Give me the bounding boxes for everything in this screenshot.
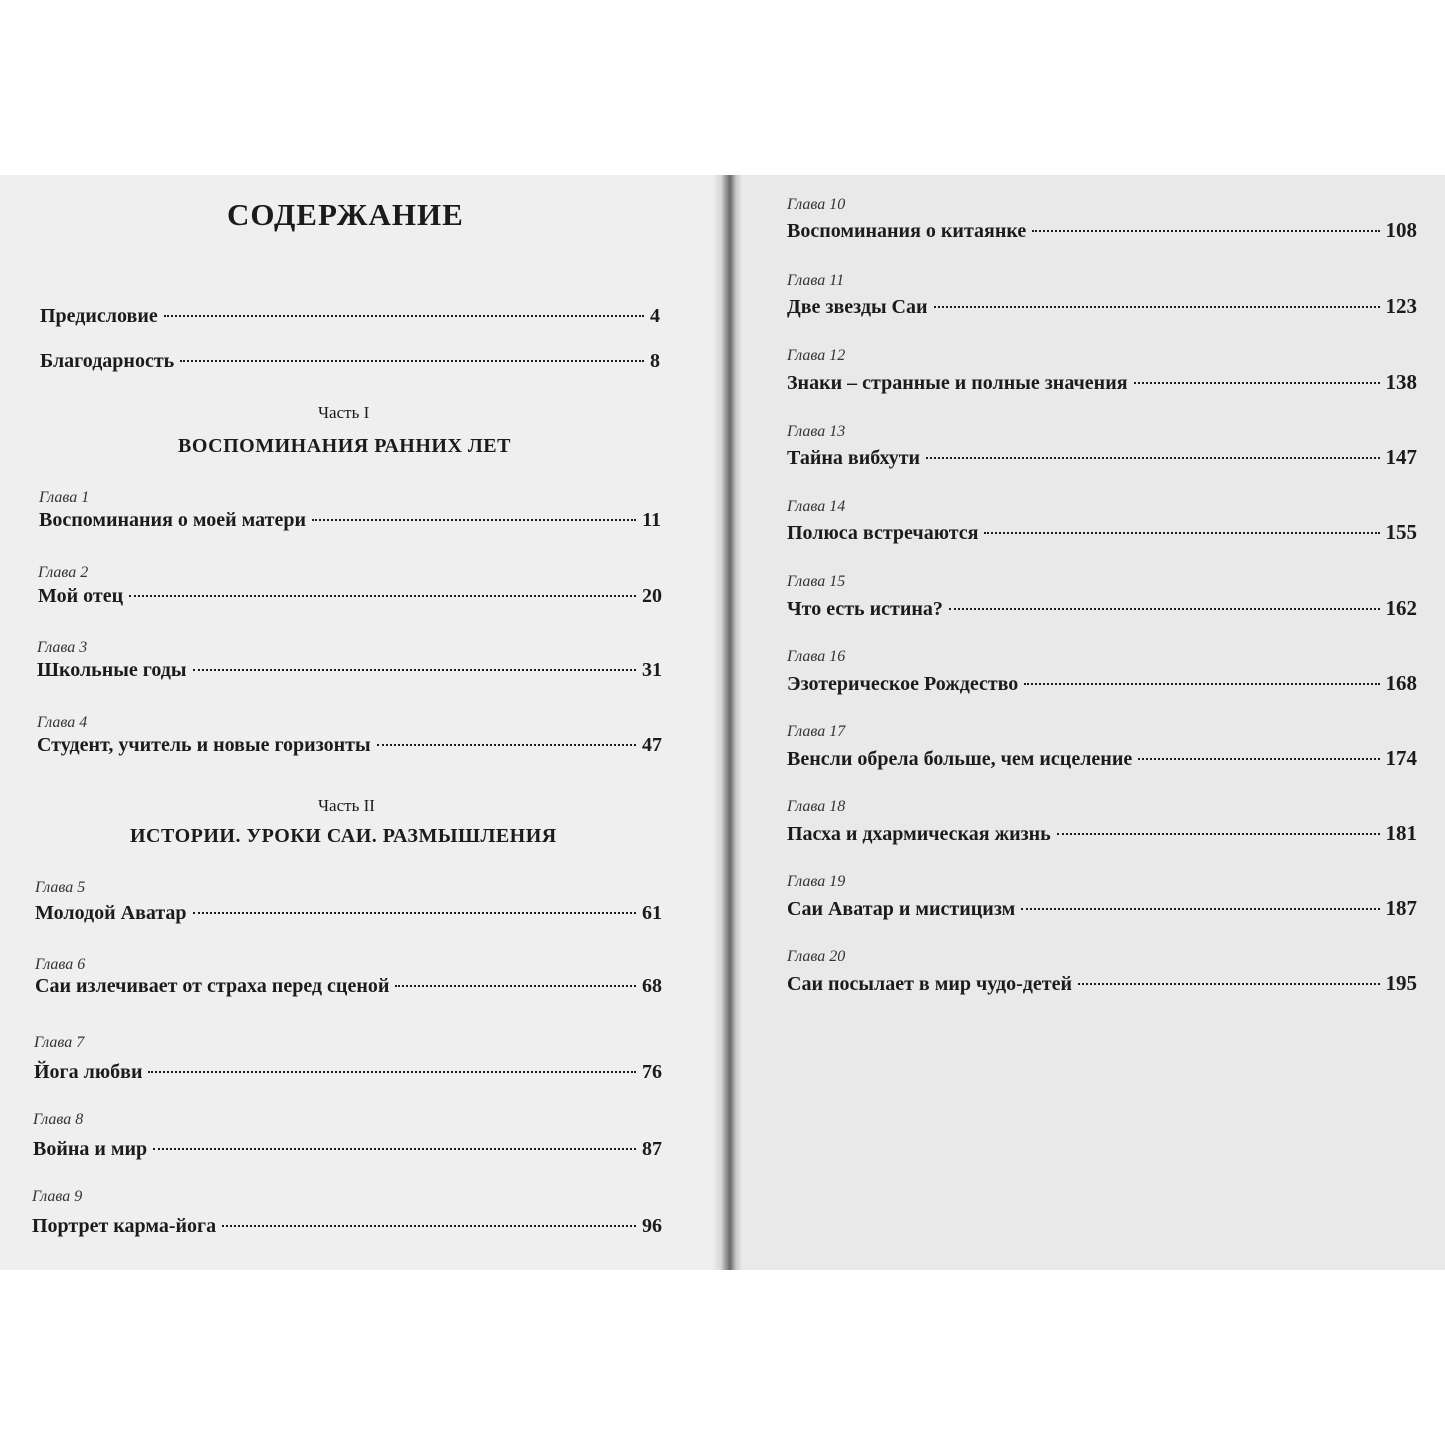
entry-title: Воспоминания о моей матери bbox=[39, 509, 306, 531]
chapter-label: Глава 6 bbox=[35, 956, 86, 973]
dot-leader bbox=[377, 744, 636, 746]
left-page bbox=[0, 175, 722, 1270]
entry-title: Венсли обрела больше, чем исцеление bbox=[787, 748, 1133, 770]
entry-page: 138 bbox=[1385, 370, 1417, 394]
dot-leader bbox=[949, 608, 1380, 610]
entry-page: 108 bbox=[1385, 218, 1417, 242]
toc-entry bbox=[37, 659, 662, 682]
dot-leader bbox=[193, 669, 636, 671]
entry-title: Эзотерическое Рождество bbox=[787, 673, 1019, 695]
chapter-label: Глава 13 bbox=[787, 423, 846, 440]
toc-entry bbox=[37, 734, 662, 757]
book-gutter bbox=[712, 175, 742, 1270]
part-label: Часть II bbox=[318, 796, 375, 815]
entry-page: 87 bbox=[642, 1138, 662, 1160]
entry-page: 20 bbox=[642, 585, 662, 607]
chapter-label: Глава 1 bbox=[39, 489, 90, 506]
entry-page: 187 bbox=[1385, 896, 1417, 920]
dot-leader bbox=[984, 532, 1379, 534]
entry-page: 47 bbox=[642, 734, 662, 756]
part-title: ИСТОРИИ. УРОКИ САИ. РАЗМЫШЛЕНИЯ bbox=[130, 825, 557, 847]
entry-title: Знаки – странные и полные значения bbox=[787, 372, 1128, 394]
toc-entry bbox=[787, 821, 1417, 846]
toc-entry bbox=[787, 370, 1417, 395]
entry-page: 195 bbox=[1385, 971, 1417, 995]
toc-entry bbox=[38, 585, 662, 608]
entry-title: Тайна вибхути bbox=[787, 447, 921, 469]
page-title: СОДЕРЖАНИЕ bbox=[227, 197, 464, 232]
entry-page: 31 bbox=[642, 659, 662, 681]
dot-leader bbox=[312, 519, 636, 521]
dot-leader bbox=[1134, 382, 1380, 384]
entry-page: 162 bbox=[1385, 596, 1417, 620]
dot-leader bbox=[1138, 758, 1379, 760]
chapter-label: Глава 14 bbox=[787, 498, 846, 515]
chapter-label: Глава 3 bbox=[37, 639, 88, 656]
dot-leader bbox=[193, 912, 636, 914]
dot-leader bbox=[1024, 683, 1379, 685]
entry-page: 8 bbox=[650, 350, 660, 372]
chapter-label: Глава 11 bbox=[787, 272, 845, 289]
entry-page: 61 bbox=[642, 902, 662, 924]
toc-entry-preface bbox=[40, 305, 660, 328]
chapter-label: Глава 7 bbox=[34, 1034, 85, 1051]
toc-entry bbox=[787, 746, 1417, 771]
toc-entry bbox=[35, 902, 662, 925]
toc-entry bbox=[787, 294, 1417, 319]
entry-page: 96 bbox=[642, 1215, 662, 1237]
entry-title: Саи Аватар и мистицизм bbox=[787, 898, 1016, 920]
entry-title: Молодой Аватар bbox=[35, 902, 187, 924]
toc-entry bbox=[787, 896, 1417, 921]
entry-page: 123 bbox=[1385, 294, 1417, 318]
chapter-label: Глава 4 bbox=[37, 714, 88, 731]
toc-entry bbox=[34, 1061, 662, 1084]
dot-leader bbox=[1078, 983, 1380, 985]
entry-title: Воспоминания о китаянке bbox=[787, 220, 1027, 242]
entry-title: Мой отец bbox=[38, 585, 124, 607]
toc-entry bbox=[787, 671, 1417, 696]
dot-leader bbox=[153, 1148, 636, 1150]
dot-leader bbox=[1057, 833, 1380, 835]
entry-title: Школьные годы bbox=[37, 659, 187, 681]
entry-title: Студент, учитель и новые горизонты bbox=[37, 734, 371, 756]
part-title: ВОСПОМИНАНИЯ РАННИХ ЛЕТ bbox=[178, 435, 511, 457]
entry-page: 181 bbox=[1385, 821, 1417, 845]
chapter-label: Глава 16 bbox=[787, 648, 846, 665]
dot-leader bbox=[129, 595, 636, 597]
chapter-label: Глава 8 bbox=[33, 1111, 84, 1128]
toc-entry bbox=[33, 1138, 662, 1161]
dot-leader bbox=[926, 457, 1379, 459]
chapter-label: Глава 17 bbox=[787, 723, 846, 740]
dot-leader bbox=[180, 360, 644, 362]
entry-title: Портрет карма-йога bbox=[32, 1215, 217, 1237]
chapter-label: Глава 19 bbox=[787, 873, 846, 890]
toc-entry bbox=[32, 1215, 662, 1238]
toc-entry bbox=[787, 445, 1417, 470]
chapter-label: Глава 9 bbox=[32, 1188, 83, 1205]
entry-page: 11 bbox=[642, 509, 661, 531]
book-spread bbox=[0, 175, 1445, 1270]
entry-title: Саи излечивает от страха перед сценой bbox=[35, 975, 390, 997]
dot-leader bbox=[934, 306, 1380, 308]
entry-page: 147 bbox=[1385, 445, 1417, 469]
entry-title: Саи посылает в мир чудо-детей bbox=[787, 973, 1072, 995]
entry-title: Йога любви bbox=[34, 1061, 143, 1083]
entry-page: 4 bbox=[650, 305, 660, 327]
chapter-label: Глава 18 bbox=[787, 798, 846, 815]
part-label: Часть I bbox=[318, 403, 370, 422]
chapter-label: Глава 10 bbox=[787, 196, 846, 213]
chapter-label: Глава 20 bbox=[787, 948, 846, 965]
toc-entry-acknowledgements bbox=[40, 350, 660, 373]
chapter-label: Глава 15 bbox=[787, 573, 846, 590]
toc-entry bbox=[35, 975, 662, 998]
entry-title: Война и мир bbox=[33, 1138, 148, 1160]
dot-leader bbox=[395, 985, 636, 987]
dot-leader bbox=[222, 1225, 636, 1227]
dot-leader bbox=[1021, 908, 1379, 910]
entry-page: 174 bbox=[1385, 746, 1417, 770]
entry-page: 76 bbox=[642, 1061, 662, 1083]
entry-title: Предисловие bbox=[40, 305, 158, 327]
dot-leader bbox=[148, 1071, 636, 1073]
chapter-label: Глава 2 bbox=[38, 564, 89, 581]
toc-entry bbox=[787, 218, 1417, 243]
entry-title: Полюса встречаются bbox=[787, 522, 979, 544]
entry-title: Благодарность bbox=[40, 350, 175, 372]
entry-page: 168 bbox=[1385, 671, 1417, 695]
entry-title: Пасха и дхармическая жизнь bbox=[787, 823, 1051, 845]
dot-leader bbox=[1032, 230, 1379, 232]
chapter-label: Глава 12 bbox=[787, 347, 846, 364]
dot-leader bbox=[164, 315, 644, 317]
toc-entry bbox=[787, 596, 1417, 621]
entry-title: Что есть истина? bbox=[787, 598, 943, 620]
entry-page: 155 bbox=[1385, 520, 1417, 544]
right-page bbox=[724, 175, 1445, 1270]
toc-entry bbox=[787, 520, 1417, 545]
entry-title: Две звезды Саи bbox=[787, 296, 928, 318]
entry-page: 68 bbox=[642, 975, 662, 997]
toc-entry bbox=[39, 509, 661, 532]
chapter-label: Глава 5 bbox=[35, 879, 86, 896]
toc-entry bbox=[787, 971, 1417, 996]
